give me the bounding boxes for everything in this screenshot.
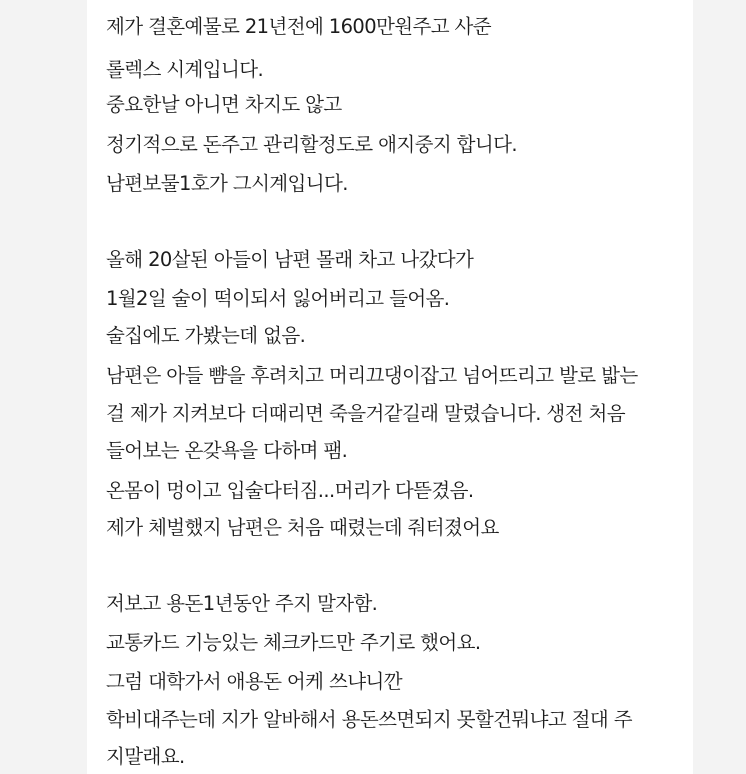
text-line: 학비대주는데 지가 알바해서 용돈쓰면되지 못할건뭐냐고 절대 주 — [106, 708, 632, 731]
text-line: 남편보물1호가 그시계입니다. — [106, 172, 348, 195]
text-line: 지말래요. — [106, 745, 185, 768]
text-line: 온몸이 멍이고 입술다터짐...머리가 다뜯겼음. — [106, 479, 474, 502]
post-content — [87, 0, 693, 774]
text-line: 롤렉스 시계입니다. — [106, 58, 264, 81]
text-line: 저보고 용돈1년동안 주지 말자함. — [106, 592, 378, 615]
text-line: 제가 체벌했지 남편은 처음 때렸는데 줘터졌어요 — [106, 516, 499, 539]
text-line: 남편은 아들 뺨을 후려치고 머리끄댕이잡고 넘어뜨리고 발로 밟는 — [106, 364, 638, 387]
text-line: 1월2일 술이 떡이되서 잃어버리고 들어옴. — [106, 287, 450, 310]
text-line: 정기적으로 돈주고 관리할정도로 애지중지 합니다. — [106, 133, 517, 156]
text-line: 제가 결혼예물로 21년전에 1600만원주고 사준 — [106, 15, 492, 38]
text-line: 올해 20살된 아들이 남편 몰래 차고 나갔다가 — [106, 248, 474, 271]
text-line: 걸 제가 지켜보다 더때리면 죽을거같길래 말렸습니다. 생전 처음 — [106, 402, 625, 425]
text-line: 그럼 대학가서 애용돈 어케 쓰냐니깐 — [106, 670, 402, 693]
text-line: 교통카드 기능있는 체크카드만 주기로 했어요. — [106, 631, 481, 654]
text-line: 들어보는 온갖욕을 다하며 팸. — [106, 439, 348, 462]
text-line: 술집에도 가봤는데 없음. — [106, 324, 306, 347]
text-line: 중요한날 아니면 차지도 않고 — [106, 93, 342, 116]
